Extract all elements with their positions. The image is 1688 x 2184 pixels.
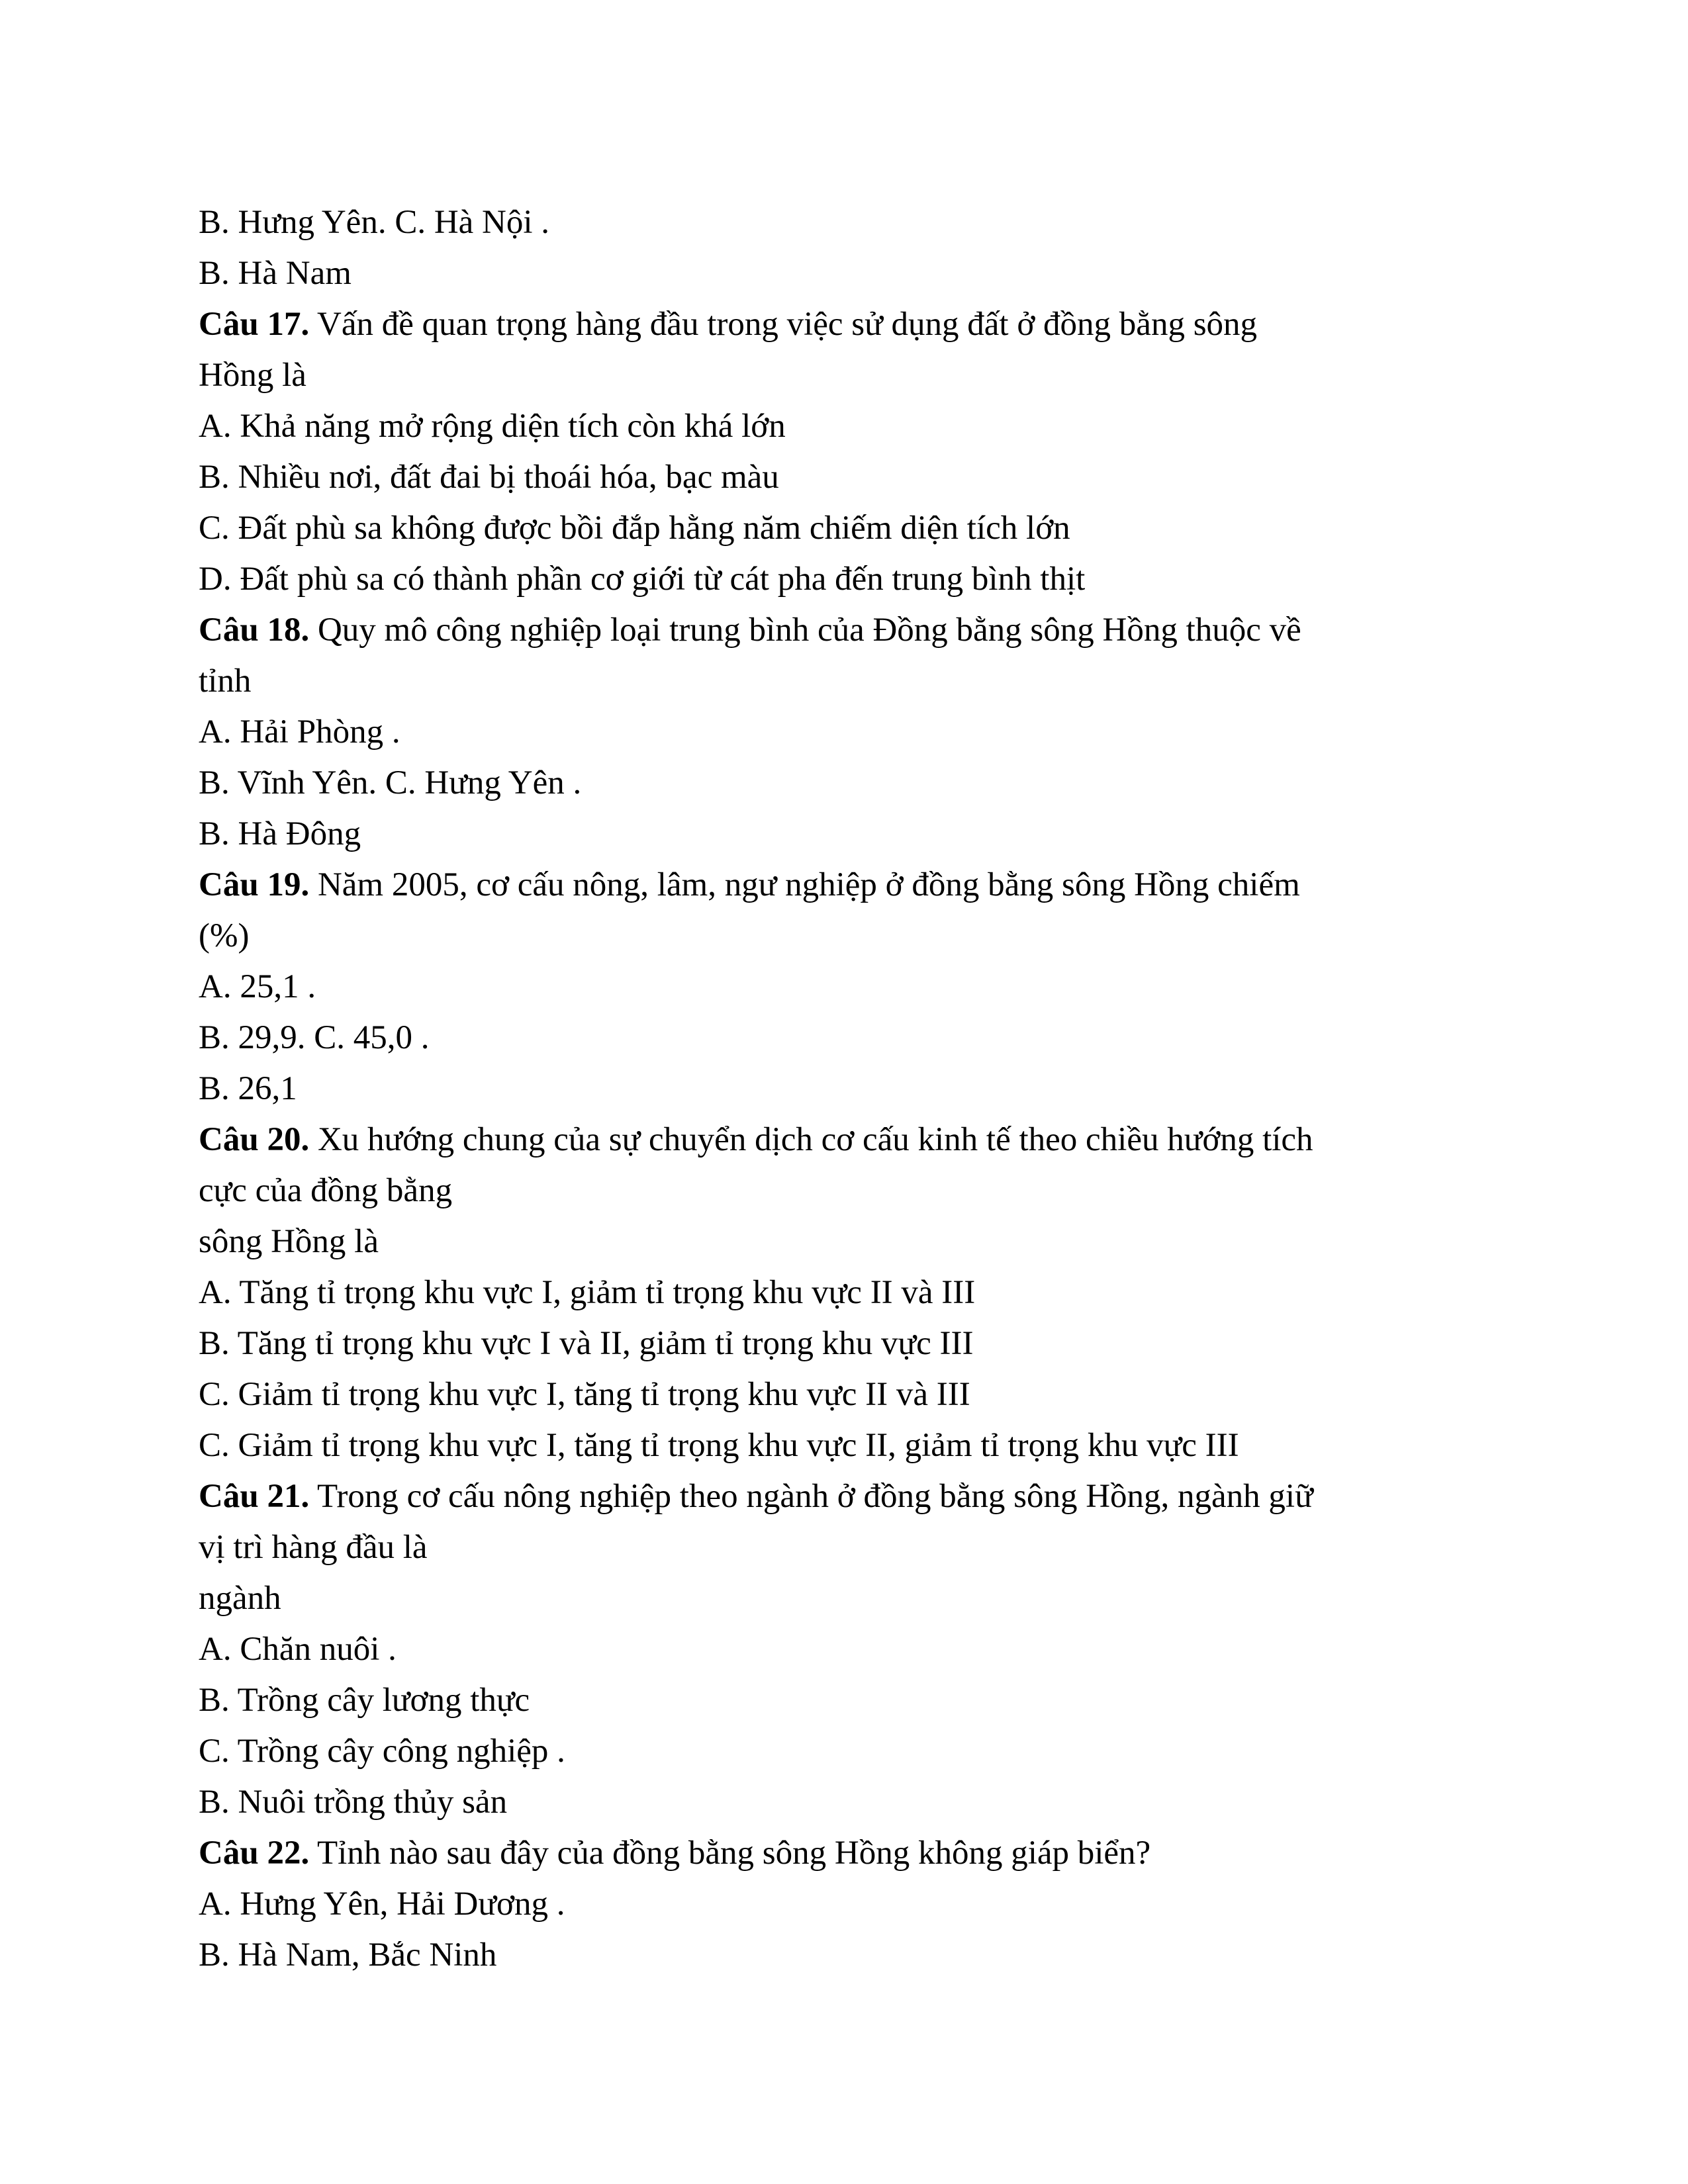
answer-option: C. Giảm tỉ trọng khu vực I, tăng tỉ trọng khu vực II, giảm tỉ trọng khu vực III	[199, 1427, 1239, 1464]
question-text-continuation: Hồng là	[199, 357, 306, 394]
question-line	[199, 299, 1509, 350]
question-text-continuation: vị trì hàng đầu là	[199, 1529, 428, 1566]
answer-option: A. Hưng Yên, Hải Dương .	[199, 1886, 565, 1923]
question-number: Câu 17.	[199, 306, 310, 343]
question-text-continuation: tỉnh	[199, 662, 252, 700]
answer-option: B. 26,1	[199, 1070, 297, 1107]
answer-option: A. Khả năng mở rộng diện tích còn khá lớn	[199, 408, 786, 445]
question-number: Câu 19.	[199, 866, 310, 903]
answer-option: B. Hà Nam	[199, 255, 352, 292]
question-line	[199, 860, 1509, 911]
answer-option: C. Giảm tỉ trọng khu vực I, tăng tỉ trọng khu vực II và III	[199, 1376, 970, 1413]
answer-option: A. 25,1 .	[199, 968, 316, 1005]
question-text: Xu hướng chung của sự chuyển dịch cơ cấu kinh tế theo chiều hướng tích	[309, 1121, 1313, 1158]
answer-option: C. Đất phù sa không được bồi đắp hằng năm chiếm diện tích lớn	[199, 510, 1070, 547]
question-text-continuation: sông Hồng là	[199, 1223, 379, 1260]
answer-option: A. Chăn nuôi .	[199, 1631, 397, 1668]
answer-option: B. Nuôi trồng thủy sản	[199, 1784, 508, 1821]
answer-option: B. Vĩnh Yên. C. Hưng Yên .	[199, 764, 582, 801]
answer-option: B. Hà Đông	[199, 815, 361, 852]
question-line	[199, 1115, 1509, 1165]
answer-option: D. Đất phù sa có thành phần cơ giới từ cát pha đến trung bình thịt	[199, 561, 1086, 598]
question-text: Trong cơ cấu nông nghiệp theo ngành ở đồng bằng sông Hồng, ngành giữ	[309, 1478, 1313, 1515]
answer-option: A. Tăng tỉ trọng khu vực I, giảm tỉ trọng khu vực II và III	[199, 1274, 976, 1311]
question-line	[199, 1828, 1509, 1879]
question-text: Tỉnh nào sau đây của đồng bằng sông Hồng không giáp biển?	[309, 1835, 1151, 1872]
question-text: Năm 2005, cơ cấu nông, lâm, ngư nghiệp ở đồng bằng sông Hồng chiếm	[309, 866, 1300, 903]
document-page	[199, 197, 1509, 1981]
question-number: Câu 20.	[199, 1121, 310, 1158]
question-number: Câu 18.	[199, 612, 310, 649]
answer-option: B. Hưng Yên. C. Hà Nội .	[199, 204, 550, 241]
question-text-continuation: (%)	[199, 917, 250, 954]
answer-option: B. 29,9. C. 45,0 .	[199, 1019, 430, 1056]
answer-option: B. Trồng cây lương thực	[199, 1682, 530, 1719]
question-number: Câu 21.	[199, 1478, 310, 1515]
question-line	[199, 1471, 1509, 1522]
question-number: Câu 22.	[199, 1835, 310, 1872]
answer-option: C. Trồng cây công nghiệp .	[199, 1733, 565, 1770]
question-line	[199, 605, 1509, 656]
answer-option: A. Hải Phòng .	[199, 713, 400, 751]
question-text-continuation: ngành	[199, 1580, 281, 1617]
question-text-continuation: cực của đồng bằng	[199, 1172, 453, 1209]
answer-option: B. Hà Nam, Bắc Ninh	[199, 1936, 497, 1974]
answer-option: B. Nhiều nơi, đất đai bị thoái hóa, bạc màu	[199, 459, 779, 496]
question-text: Vấn đề quan trọng hàng đầu trong việc sử dụng đất ở đồng bằng sông	[309, 306, 1258, 343]
question-text: Quy mô công nghiệp loại trung bình của Đồng bằng sông Hồng thuộc về	[309, 612, 1301, 649]
answer-option: B. Tăng tỉ trọng khu vực I và II, giảm tỉ trọng khu vực III	[199, 1325, 974, 1362]
